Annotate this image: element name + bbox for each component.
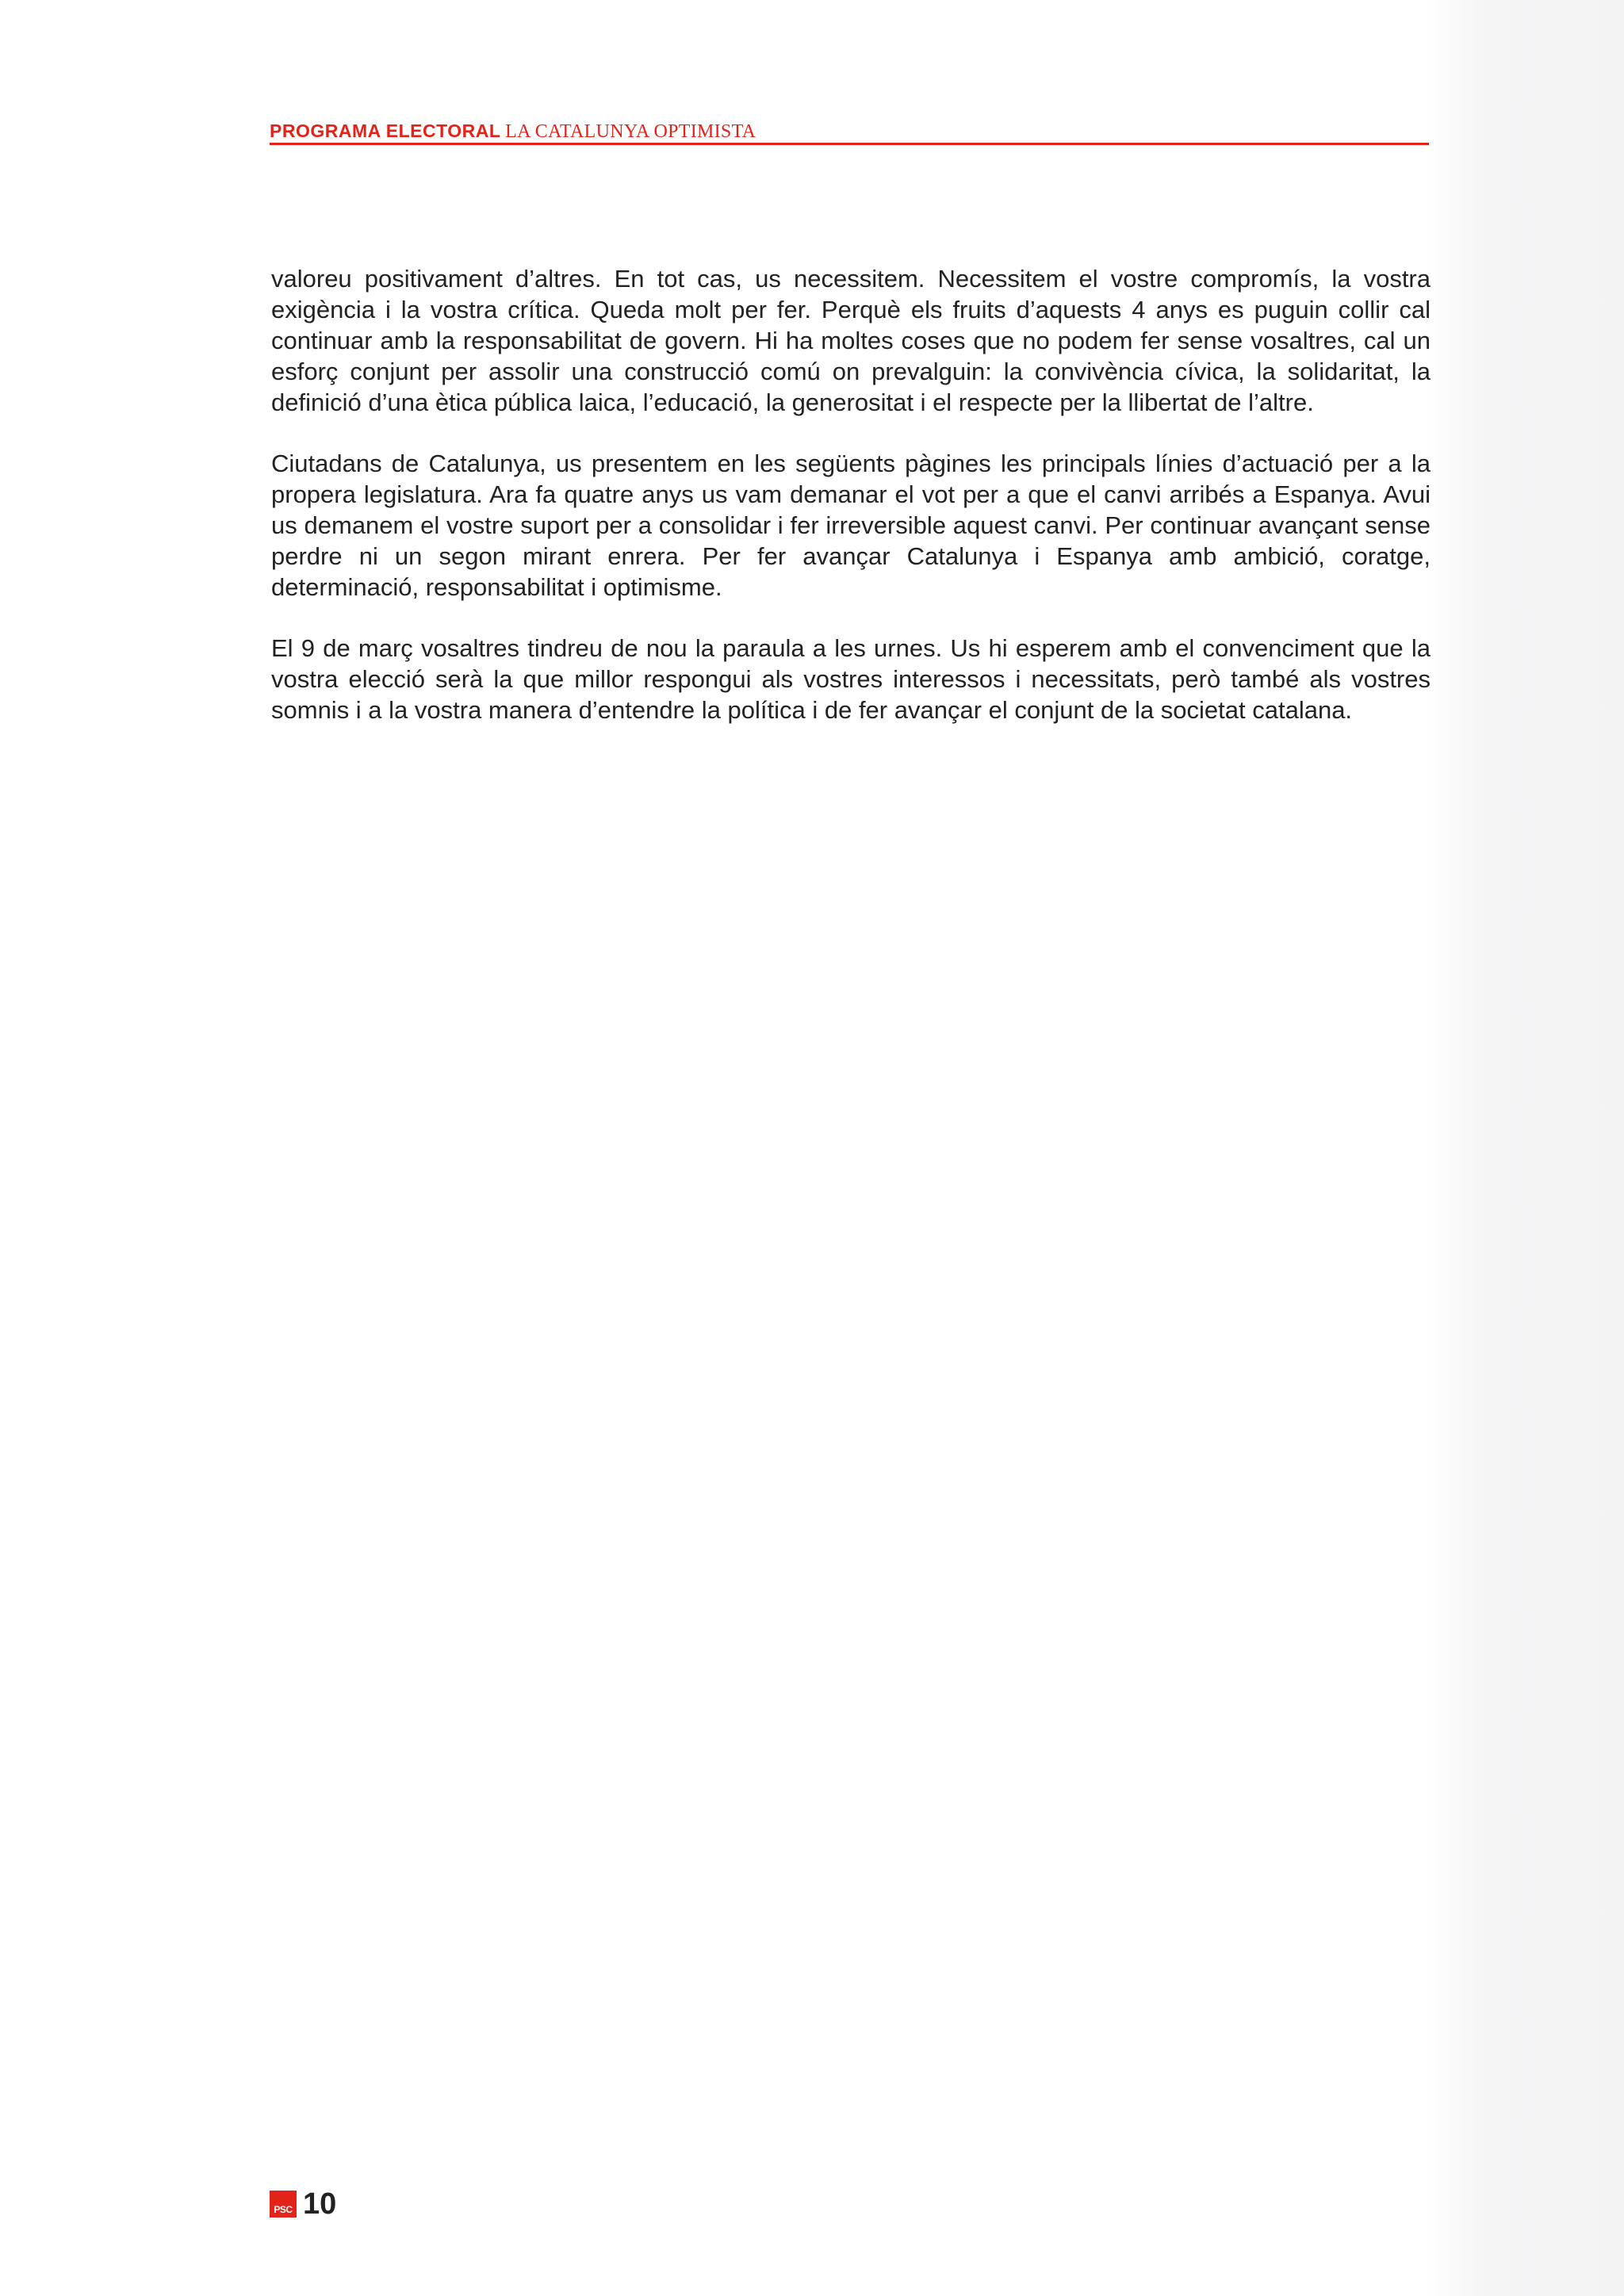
psc-logo-text: PSC <box>274 2204 293 2215</box>
paragraph: valoreu positivament d’altres. En tot cas, us necessitem. Necessitem el vostre compromís, la vostra exigència i la vostra crítica. Queda molt per fer. Perquè els fruits d’aquests 4 anys es puguin collir cal continuar amb la responsabilitat de govern. Hi ha moltes coses que no podem fer sense vosaltres, cal un esforç conjunt per assolir una construcció comú on prevalguin: la convivència cívica, la solidaritat, la definició d’una ètica pública laica, l’educació, la generositat i el respecte per la llibertat de l’altre. <box>271 265 1431 416</box>
paragraph: El 9 de març vosaltres tindreu de nou la paraula a les urnes. Us hi esperem amb el convenciment que la vostra elecció serà la que millor respongui als vostres interessos i necessitats, però també als vostres somnis i a la vostra manera d’entendre la política i de fer avançar el conjunt de la societat catalana. <box>271 634 1431 724</box>
header-title-bold: PROGRAMA ELECTORAL <box>270 121 501 141</box>
paragraph: Ciutadans de Catalunya, us presentem en les següents pàgines les principals línies d’actuació per a la propera legislatura. Ara fa quatre anys us vam demanar el vot per a que el canvi arribés a Espanya. Avui us demanem el vostre suport per a consolidar i fer irreversible aquest canvi. Per continuar avançant sense perdre ni un segon mirant enrera. Per fer avançar Catalunya i Espanya amb ambició, coratge, determinació, responsabilitat i optimisme. <box>271 450 1431 601</box>
body-text <box>271 263 1431 756</box>
page-number: 10 <box>303 2187 337 2221</box>
page-footer <box>270 2188 336 2220</box>
psc-logo <box>270 2191 297 2218</box>
header-title-rest: LA CATALUNYA OPTIMISTA <box>505 121 756 142</box>
header-rule <box>270 143 1429 145</box>
page-edge-shade <box>1426 0 1624 2296</box>
running-header <box>270 117 1429 146</box>
header-title <box>270 121 756 142</box>
